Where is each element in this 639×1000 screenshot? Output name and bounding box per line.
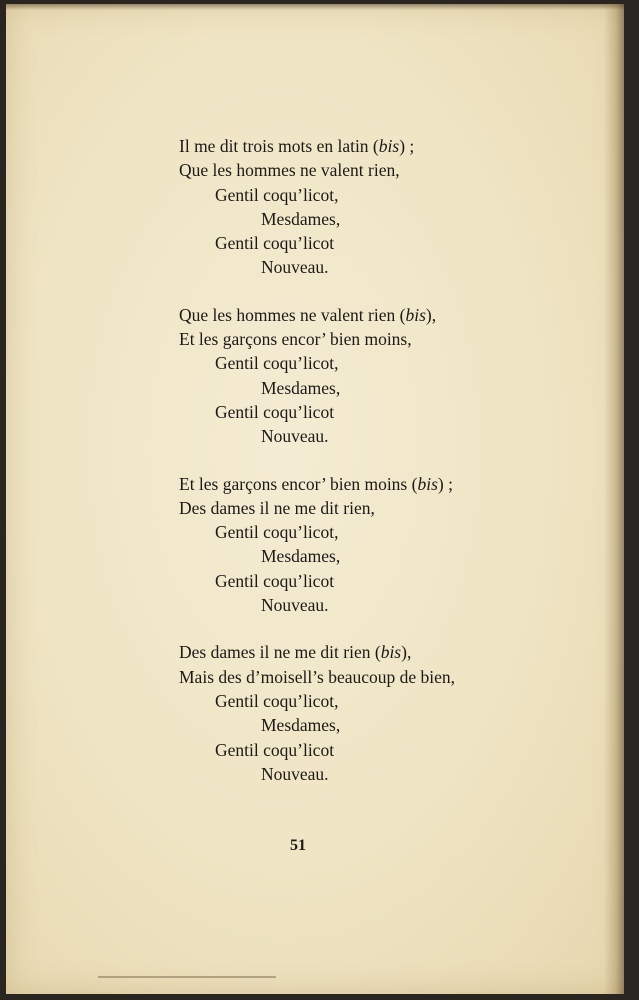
verse-line xyxy=(179,376,455,400)
verse-line-text: Et les garçons encor’ bien moins ( xyxy=(179,473,418,494)
verse-line xyxy=(179,158,455,182)
song-text xyxy=(179,134,455,809)
verse-line-text: Mesdames, xyxy=(261,208,341,229)
verse-line-text: Gentil coqu’licot xyxy=(215,739,335,760)
verse-line-punctuation: ), xyxy=(401,642,412,663)
verse-line xyxy=(179,520,455,544)
verse-line xyxy=(179,689,455,713)
page-bottom-rule xyxy=(98,976,276,978)
stanza xyxy=(179,640,455,786)
stanza xyxy=(179,303,455,449)
verse-line-punctuation: ) ; xyxy=(399,136,415,156)
verse-line-text: Nouveau. xyxy=(261,426,329,447)
verse-line xyxy=(179,327,455,351)
verse-line-text: Et les garçons encor’ bien moins, xyxy=(179,329,412,350)
verse-line xyxy=(179,762,455,786)
stanza xyxy=(179,472,455,618)
verse-line-text: Gentil coqu’licot xyxy=(215,570,335,591)
repeat-marker: bis xyxy=(378,136,400,156)
repeat-marker: bis xyxy=(380,642,402,663)
verse-line-punctuation: ), xyxy=(425,304,437,325)
repeat-marker: bis xyxy=(417,473,438,494)
verse-line xyxy=(179,569,455,593)
verse-line xyxy=(179,640,455,664)
verse-line-text: Mesdames, xyxy=(261,715,341,736)
page-top-edge xyxy=(6,4,624,10)
verse-line-text: Gentil coqu’licot xyxy=(215,401,335,422)
verse-line-punctuation: ) ; xyxy=(437,473,453,494)
verse-line-text: Mesdames, xyxy=(261,377,341,398)
verse-line-text: Gentil coqu’licot, xyxy=(215,184,339,205)
verse-line xyxy=(179,424,455,448)
verse-line-text: Nouveau. xyxy=(261,595,329,616)
repeat-marker: bis xyxy=(405,304,426,325)
stanza xyxy=(179,134,455,280)
verse-line-text: Gentil coqu’licot xyxy=(215,233,335,254)
verse-line xyxy=(179,134,455,158)
verse-line xyxy=(179,496,455,520)
verse-line xyxy=(179,593,455,617)
verse-line xyxy=(179,183,455,207)
verse-line-text: Mesdames, xyxy=(261,546,341,567)
verse-line-text: Gentil coqu’licot, xyxy=(215,353,339,374)
verse-line-text: Que les hommes ne valent rien, xyxy=(179,160,400,181)
page-gutter-shadow xyxy=(604,4,624,994)
verse-line-text: Des dames il ne me dit rien, xyxy=(179,497,375,518)
verse-line-text: Gentil coqu’licot, xyxy=(215,690,339,711)
verse-line-text: Mais des d’moisell’s beaucoup de bien, xyxy=(179,666,456,687)
verse-line-text: Nouveau. xyxy=(261,257,329,278)
verse-line-text: Des dames il ne me dit rien ( xyxy=(179,642,381,663)
verse-line-text: Il me dit trois mots en latin ( xyxy=(179,136,379,156)
verse-line-text: Gentil coqu’licot, xyxy=(215,522,339,543)
verse-line xyxy=(179,713,455,737)
verse-line xyxy=(179,231,455,255)
verse-line xyxy=(179,665,455,689)
verse-line xyxy=(179,544,455,568)
verse-line xyxy=(179,472,455,496)
verse-line-text: Que les hommes ne valent rien ( xyxy=(179,304,406,325)
page-number: 51 xyxy=(290,837,306,854)
verse-line xyxy=(179,738,455,762)
book-page xyxy=(6,4,624,994)
verse-line xyxy=(179,303,455,327)
verse-line xyxy=(179,255,455,279)
verse-line xyxy=(179,400,455,424)
verse-line-text: Nouveau. xyxy=(261,763,329,784)
verse-line xyxy=(179,207,455,231)
verse-line xyxy=(179,351,455,375)
